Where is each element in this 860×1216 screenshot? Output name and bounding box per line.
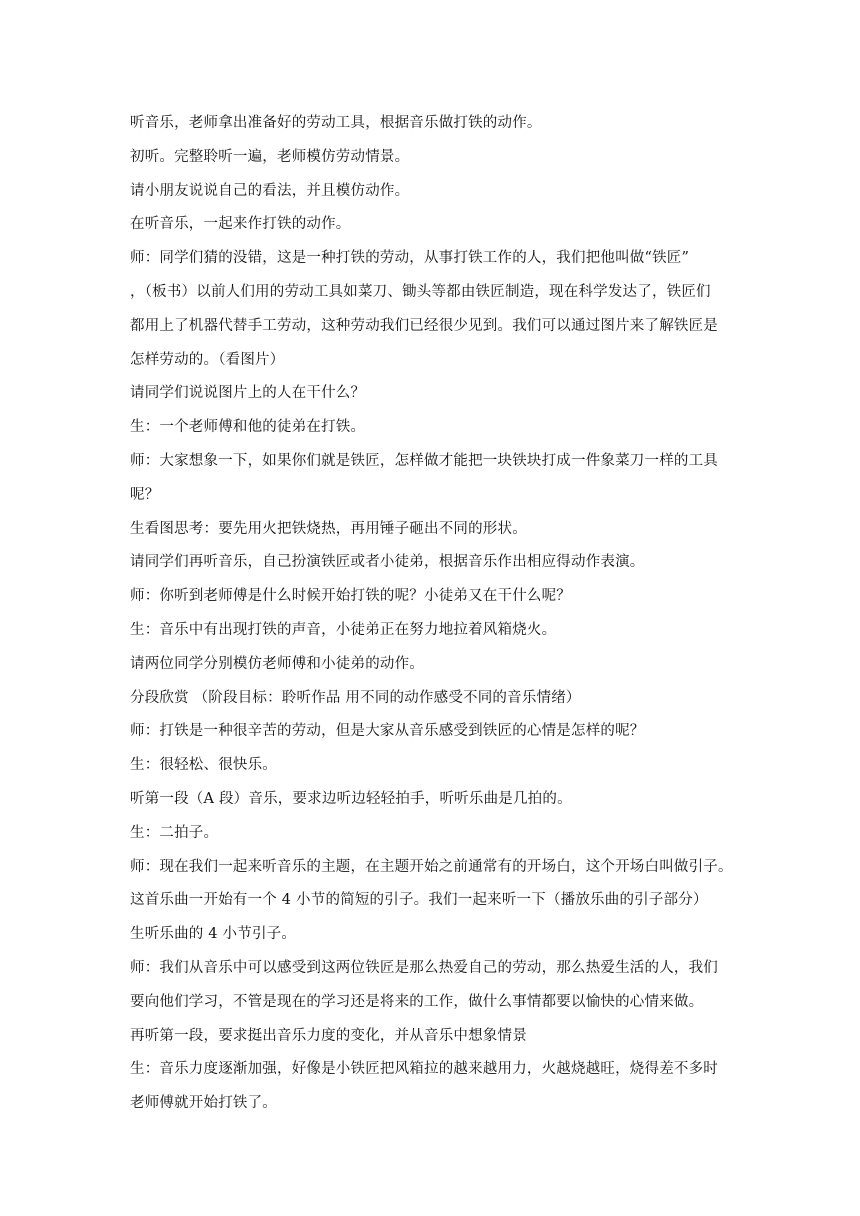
paragraph-line: 请同学们说说图片上的人在干什么？ xyxy=(130,385,366,402)
paragraph-line: 呢？ xyxy=(130,486,160,503)
paragraph-line: 这首乐曲一开始有一个 4 小节的简短的引子。我们一起来听一下（播放乐曲的引子部分） xyxy=(130,892,708,909)
paragraph-line: 师：打铁是一种很辛苦的劳动，但是大家从音乐感受到铁匠的心情是怎样的呢？ xyxy=(130,723,645,740)
paragraph-line: 请同学们再听音乐，自己扮演铁匠或者小徒弟，根据音乐作出相应得动作表演。 xyxy=(130,554,645,571)
paragraph-line: 要向他们学习，不管是现在的学习还是将来的工作，做什么事情都要以愉快的心情来做。 xyxy=(130,993,704,1010)
paragraph-line: 师：同学们猜的没错，这是一种打铁的劳动，从事打铁工作的人，我们把他叫做“铁匠” xyxy=(130,250,690,267)
paragraph-line: 初听。完整聆听一遍，老师模仿劳动情景。 xyxy=(130,148,410,165)
paragraph-line: 生：一个老师傅和他的徒弟在打铁。 xyxy=(130,419,366,436)
paragraph-line: 师：现在我们一起来听音乐的主题，在主题开始之前通常有的开场白，这个开场白叫做引子。 xyxy=(130,858,733,875)
paragraph-line: 分段欣赏 （阶段目标：聆听作品 用不同的动作感受不同的音乐情绪） xyxy=(130,689,581,706)
document-body xyxy=(130,107,733,1121)
paragraph-line: 生：音乐中有出现打铁的声音，小徒弟正在努力地拉着风箱烧火。 xyxy=(130,621,557,638)
paragraph-line: ，（板书）以前人们用的劳动工具如菜刀、锄头等都由铁匠制造，现在科学发达了，铁匠们 xyxy=(130,283,711,300)
paragraph-line: 听第一段（A 段）音乐，要求边听边轻轻拍手，听听乐曲是几拍的。 xyxy=(130,790,572,807)
paragraph-line: 师：你听到老师傅是什么时候开始打铁的呢？小徒弟又在干什么呢？ xyxy=(130,588,571,605)
paragraph-line: 师：大家想象一下，如果你们就是铁匠，怎样做才能把一块铁块打成一件象菜刀一样的工具 xyxy=(130,452,718,469)
paragraph-line: 请两位同学分别模仿老师傅和小徒弟的动作。 xyxy=(130,655,424,672)
paragraph-line: 师：我们从音乐中可以感受到这两位铁匠是那么热爱自己的劳动，那么热爱生活的人，我们 xyxy=(130,959,718,976)
paragraph-line: 再听第一段，要求挺出音乐力度的变化，并从音乐中想象情景 xyxy=(130,1027,527,1044)
paragraph-line: 在听音乐，一起来作打铁的动作。 xyxy=(130,216,351,233)
paragraph-line: 生：音乐力度逐渐加强，好像是小铁匠把风箱拉的越来越用力，火越烧越旺，烧得差不多时 xyxy=(130,1061,718,1078)
paragraph-line: 老师傅就开始打铁了。 xyxy=(130,1095,277,1112)
paragraph-line: 听音乐，老师拿出准备好的劳动工具，根据音乐做打铁的动作。 xyxy=(130,115,542,131)
paragraph-line: 生：很轻松、很快乐。 xyxy=(130,757,277,774)
paragraph-line: 都用上了机器代替手工劳动，这种劳动我们已经很少见到。我们可以通过图片来了解铁匠是 xyxy=(130,317,718,334)
paragraph-line: 生听乐曲的 4 小节引子。 xyxy=(130,926,297,943)
paragraph-line: 怎样劳动的。（看图片） xyxy=(130,351,285,368)
paragraph-line: 生：二拍子。 xyxy=(130,824,219,841)
paragraph-line: 请小朋友说说自己的看法，并且模仿动作。 xyxy=(130,182,410,199)
paragraph-line: 生看图思考：要先用火把铁烧热，再用锤子砸出不同的形状。 xyxy=(130,520,527,537)
